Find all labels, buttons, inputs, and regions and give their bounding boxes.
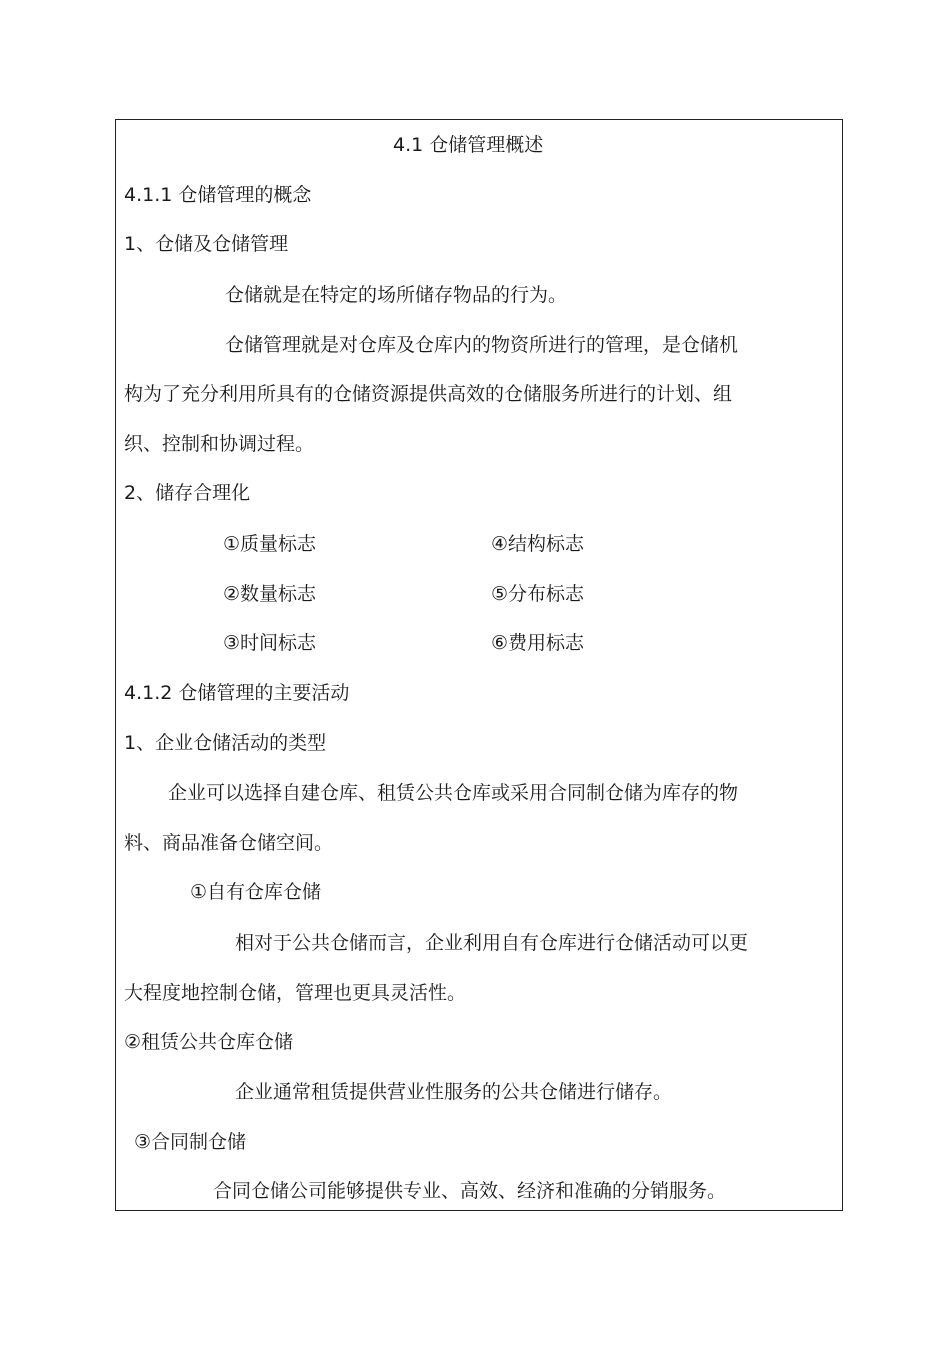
list-item: ④结构标志: [491, 533, 585, 555]
list-item: ②数量标志: [223, 583, 317, 605]
paragraph-line: 织、控制和协调过程。: [124, 433, 315, 455]
item-heading: 1、仓储及仓储管理: [124, 233, 289, 255]
item-heading: 1、企业仓储活动的类型: [124, 732, 327, 754]
paragraph-line: 料、商品准备仓储空间。: [124, 832, 334, 854]
list-item: ⑤分布标志: [491, 583, 585, 605]
paragraph-line: 合同仓储公司能够提供专业、高效、经济和准确的分销服务。: [213, 1180, 727, 1202]
section-title: 4.1 仓储管理概述: [393, 134, 544, 156]
paragraph-line: 仓储就是在特定的场所储存物品的行为。: [225, 284, 568, 306]
item-heading: 2、储存合理化: [124, 482, 251, 504]
subsection-heading-1: 4.1.1 仓储管理的概念: [124, 184, 312, 206]
item-heading: ①自有仓库仓储: [190, 881, 322, 903]
paragraph-line: 仓储管理就是对仓库及仓库内的物资所进行的管理，是仓储机: [225, 334, 739, 356]
list-item: ①质量标志: [223, 533, 317, 555]
paragraph-line: 企业可以选择自建仓库、租赁公共仓库或采用合同制仓储为库存的物: [168, 782, 739, 804]
list-item: ③时间标志: [223, 632, 317, 654]
paragraph-line: 相对于公共仓储而言，企业利用自有仓库进行仓储活动可以更: [235, 932, 749, 954]
item-heading: ②租赁公共仓库仓储: [124, 1031, 294, 1053]
subsection-heading-2: 4.1.2 仓储管理的主要活动: [124, 682, 350, 704]
paragraph-line: 大程度地控制仓储，管理也更具灵活性。: [124, 982, 467, 1004]
list-item: ⑥费用标志: [491, 632, 585, 654]
item-heading: ③合同制仓储: [134, 1131, 247, 1153]
paragraph-line: 构为了充分利用所具有的仓储资源提供高效的仓储服务所进行的计划、组: [124, 383, 733, 405]
paragraph-line: 企业通常租赁提供营业性服务的公共仓储进行储存。: [235, 1081, 673, 1103]
